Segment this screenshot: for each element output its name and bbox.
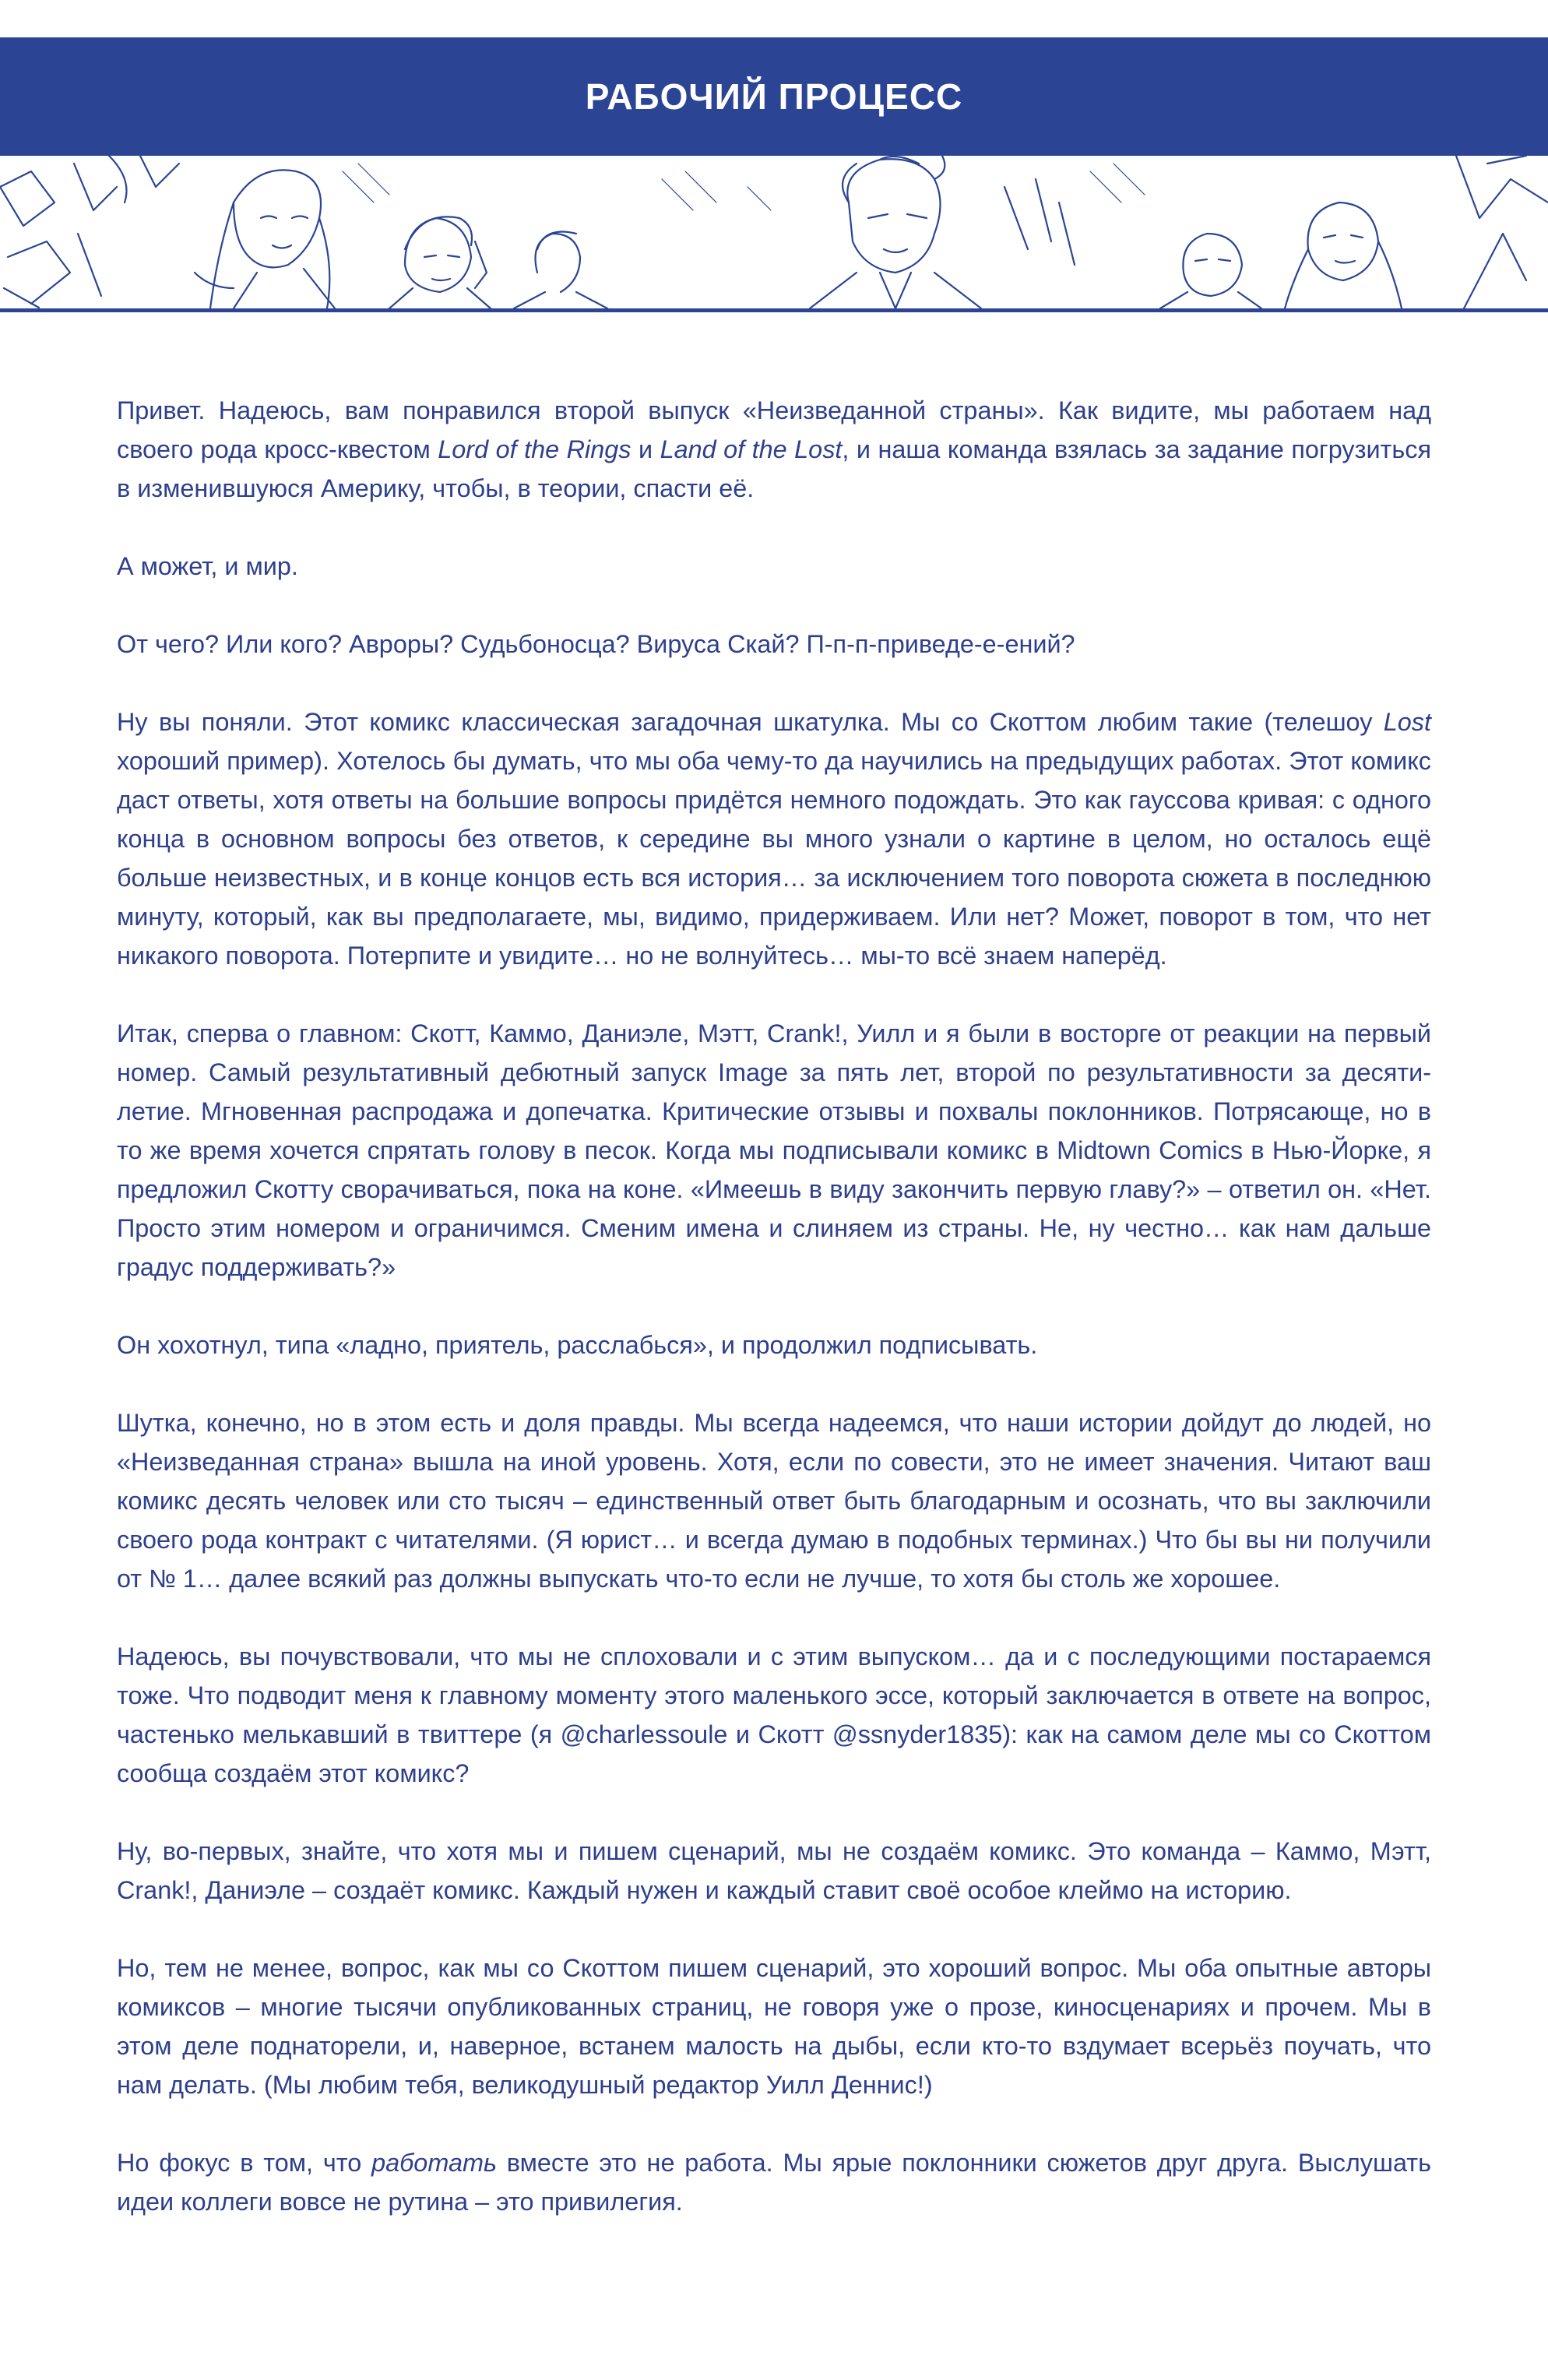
paragraph: От чего? Или кого? Авроры? Судьбоносца? Вируса Скай? П-п-п-приведе-е-ений? xyxy=(117,630,1075,658)
paragraph: Он хохотнул, типа «ладно, приятель, расслабься», и продолжил подписывать. xyxy=(117,1331,1038,1359)
paragraph: Надеюсь, вы почувствовали, что мы не сплоховали и с этим выпуском… да и с последующими постараемся тоже. Что подводит меня к главному моменту этого маленького эссе, который заключается в ответе на вопрос, частенько мелькавший в твиттере (я @charlessoule и Скотт @ssnyder1835): как на самом деле мы со Скоттом сообща создаём этот комикс? xyxy=(117,1642,1431,1787)
paragraph: Привет. Надеюсь, вам понравился второй выпуск «Неизведанной страны». Как видите, мы работаем над своего рода кросс-квестом Lord of the Rings и Land of the Lost, и наша команда взялась за задание погрузиться в изменившуюся Америку, чтобы, в теории, спасти её. xyxy=(117,396,1431,502)
paragraph: А может, и мир. xyxy=(117,552,298,580)
article-body xyxy=(117,391,1431,2260)
paragraph: Итак, сперва о главном: Скотт, Каммо, Даниэле, Мэтт, Crank!, Уилл и я были в восторге от реакции на первый номер. Самый результативный дебютный запуск Image за пять лет, второй по результативности за десяти-летие. Мгновенная распродажа и допечатка. Критические отзывы и похвалы поклонников. Потрясающе, но в то же время хочется спрятать голову в песок. Когда мы подписывали комикс в Midtown Comics в Нью-Йорке, я предложил Скотту сворачиваться, пока на коне. «Имеешь в виду закончить первую главу?» – ответил он. «Нет. Просто этим номером и ограничимся. Сменим имена и слиняем из страны. Не, ну честно… как нам дальше градус поддерживать?» xyxy=(117,1019,1431,1281)
paragraph: Шутка, конечно, но в этом есть и доля правды. Мы всегда надеемся, что наши истории дойдут до людей, но «Неизведанная страна» вышла на иной уровень. Хотя, если по совести, это не имеет значения. Читают ваш комикс десять человек или сто тысяч – единственный ответ быть благодарным и осознать, что вы заключили своего рода контракт с читателями. (Я юрист… и всегда думаю в подобных терминах.) Что бы вы ни получили от № 1… далее всякий раз должны выпускать что-то если не лучше, то хотя бы столь же хорошее. xyxy=(117,1409,1431,1593)
header-band xyxy=(0,37,1548,156)
paragraph: Ну, во-первых, знайте, что хотя мы и пишем сценарий, мы не создаём комикс. Это команда – Каммо, Мэтт, Crank!, Даниэле – создаёт комикс. Каждый нужен и каждый ставит своё особое клеймо на историю. xyxy=(117,1837,1431,1904)
page-title: РАБОЧИЙ ПРОЦЕСС xyxy=(585,76,963,117)
paragraph: Но, тем не менее, вопрос, как мы со Скоттом пишем сценарий, это хороший вопрос. Мы оба опытные авторы комиксов – многие тысячи опубликованных страниц, не говоря уже о прозе, киносценариях и прочем. Мы в этом деле поднаторели, и, наверное, встанем малость на дыбы, если кто-то вздумает всерьёз поучать, что нам делать. (Мы любим тебя, великодушный редактор Уилл Деннис!) xyxy=(117,1954,1431,2099)
comic-characters-illustration-icon xyxy=(0,156,1548,312)
paragraph: Ну вы поняли. Этот комикс классическая загадочная шкатулка. Мы со Скоттом любим такие (телешоу Lost хороший пример). Хотелось бы думать, что мы оба чему-то да научились на предыдущих работах. Этот комикс даст ответы, хотя ответы на большие вопросы придётся немного подождать. Это как гауссова кривая: с одного конца в основном вопросы без ответов, к середине вы много узнали о картине в целом, но осталось ещё больше неизвестных, и в конце концов есть вся история… за исключением того поворота сюжета в последнюю минуту, который, как вы предполагаете, мы, видимо, придерживаем. Или нет? Может, поворот в том, что нет никакого поворота. Потерпите и увидите… но не волнуйтесь… мы-то всё знаем наперёд. xyxy=(117,708,1431,970)
header-divider xyxy=(0,308,1548,312)
paragraph: Но фокус в том, что работать вместе это не работа. Мы ярые поклонники сюжетов друг друга. Выслушать идеи коллеги вовсе не рутина – это привилегия. xyxy=(117,2149,1432,2216)
